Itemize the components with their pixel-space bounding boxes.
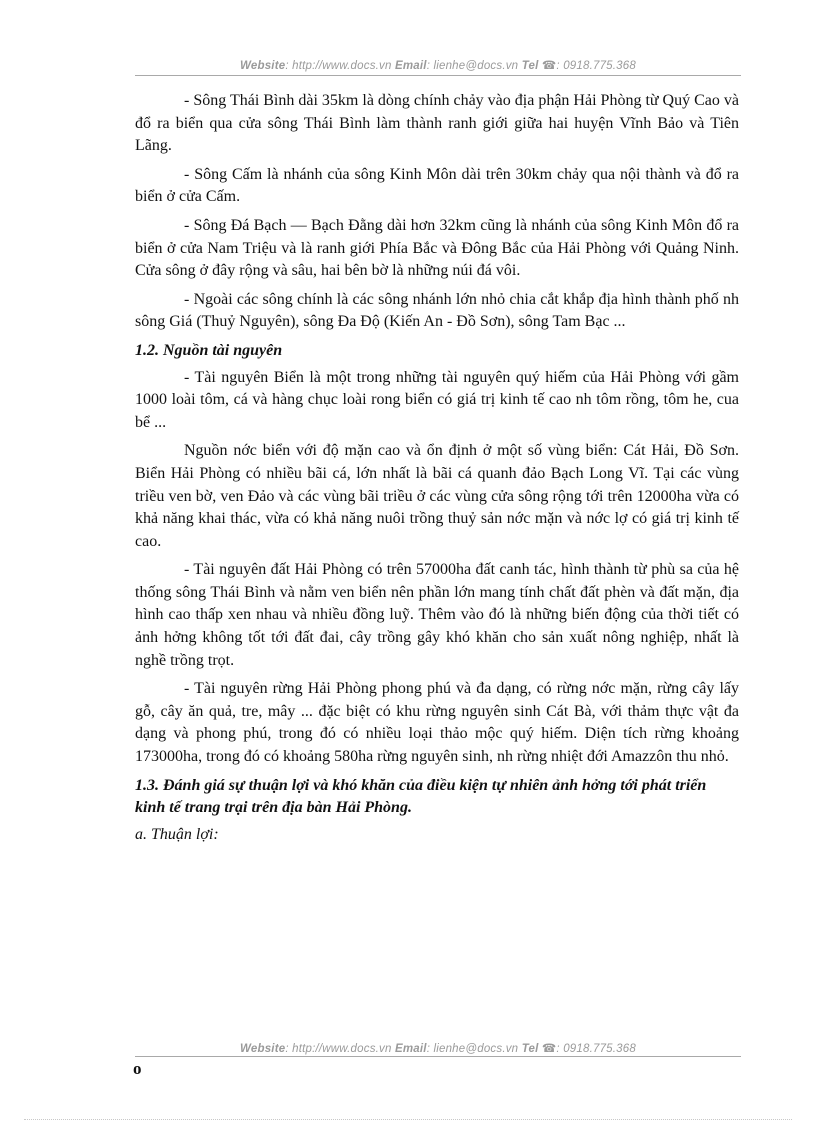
page-footer: [135, 1041, 741, 1055]
page-edge-divider: [24, 1119, 792, 1120]
paragraph: - Sông Đá Bạch — Bạch Đằng dài hơn 32km cũng là nhánh của sông Kinh Môn đổ ra biển ở cửa Nam Triệu và là ranh giới Phía Bắc và Đông Bắc của Hải Phòng với Quảng Ninh. Cửa sông ở đây rộng và sâu, hai bên bờ là những núi đá vôi.: [135, 216, 739, 280]
paragraph: - Ngoài các sông chính là các sông nhánh lớn nhỏ chia cắt khắp địa hình thành phố nh sông Giá (Thuỷ Nguyên), sông Đa Độ (Kiến An - Đồ Sơn), sông Tam Bạc ...: [135, 290, 739, 331]
footer-divider: [135, 1056, 741, 1057]
email-label: Email: [395, 60, 427, 72]
email-value[interactable]: : lienhe@docs.vn: [426, 60, 519, 72]
page-number: o: [133, 1059, 142, 1078]
header-divider: [135, 75, 741, 76]
website-label: Website: [240, 60, 286, 72]
website-value[interactable]: : http://www.docs.vn: [285, 1043, 392, 1055]
paragraph: - Tài nguyên Biển là một trong những tài nguyên quý hiếm của Hải Phòng với gầm 1000 loài tôm, cá và hàng chục loài rong biển có giá trị kinh tế cao nh tôm rồng, tôm he, cua bể ...: [135, 368, 739, 431]
section-heading: 1.3. Đánh giá sự thuận lợi và khó khăn của điều kiện tự nhiên ảnh hởng tới phát triển kinh tế trang trại trên địa bàn Hải Phòng.: [135, 776, 707, 817]
paragraph: - Tài nguyên rừng Hải Phòng phong phú và đa dạng, có rừng nớc mặn, rừng cây lấy gỗ, cây ăn quả, tre, mây ... đặc biệt có khu rừng nguyên sinh Cát Bà, với thảm thực vật đa dạng và phong phú, trong đó có nhiều loại thảo mộc quý hiếm. Diện tích rừng khoảng 173000ha, trong đó có khoảng 580ha rừng nguyên sinh, nh rừng nhiệt đới Amazzôn thu nhỏ.: [135, 680, 739, 766]
paragraph: - Tài nguyên đất Hải Phòng có trên 57000ha đất canh tác, hình thành từ phù sa của hệ thống sông Thái Bình và nằm ven biển nên phần lớn mang tính chất đất phèn và đất mặn, địa hình cao thấp xen nhau và nhiều đồng luỹ. Thêm vào đó là những biến động của thời tiết có ảnh hởng không tốt tới đất đai, cây trồng gây khó khăn cho sản xuất nông nghiệp, nhất là nghề trồng trọt.: [135, 561, 739, 669]
section-heading: 1.2. Nguồn tài nguyên: [135, 341, 283, 359]
subheading: a. Thuận lợi:: [135, 825, 219, 843]
paragraph: - Sông Thái Bình dài 35km là dòng chính chảy vào địa phận Hải Phòng từ Quý Cao và đổ ra biển qua cửa sông Thái Bình làm thành ranh giới giữa hai huyện Vĩnh Bảo và Tiên Lãng.: [135, 92, 739, 155]
tel-label: Tel: [521, 60, 539, 72]
email-label: Email: [395, 1043, 427, 1055]
tel-value: : 0918.775.368: [556, 60, 636, 72]
page-header: [135, 58, 741, 72]
website-label: Website: [240, 1043, 286, 1055]
tel-label: Tel: [521, 1043, 539, 1055]
paragraph: Nguồn nớc biển với độ mặn cao và ổn định ở một số vùng biển: Cát Hải, Đồ Sơn. Biển Hải Phòng có nhiều bãi cá, lớn nhất là bãi cá quanh đảo Bạch Long Vĩ. Tại các vùng triều ven bờ, ven Đảo và các vùng bãi triều ở các vùng cửa sông rộng tới trên 12000ha vừa có khả năng khai thác, vừa có khả năng nuôi trồng thuỷ sản nớc mặn và nớc lợ có giá trị kinh tế cao.: [135, 442, 739, 550]
website-value[interactable]: : http://www.docs.vn: [285, 60, 392, 72]
tel-value: : 0918.775.368: [556, 1043, 636, 1055]
phone-icon: ☎: [541, 60, 557, 72]
paragraph: - Sông Cấm là nhánh của sông Kinh Môn dài trên 30km chảy qua nội thành và đổ ra biển ở cửa Cấm.: [135, 165, 739, 206]
document-body: [135, 90, 739, 846]
email-value[interactable]: : lienhe@docs.vn: [426, 1043, 519, 1055]
phone-icon: ☎: [541, 1043, 557, 1055]
